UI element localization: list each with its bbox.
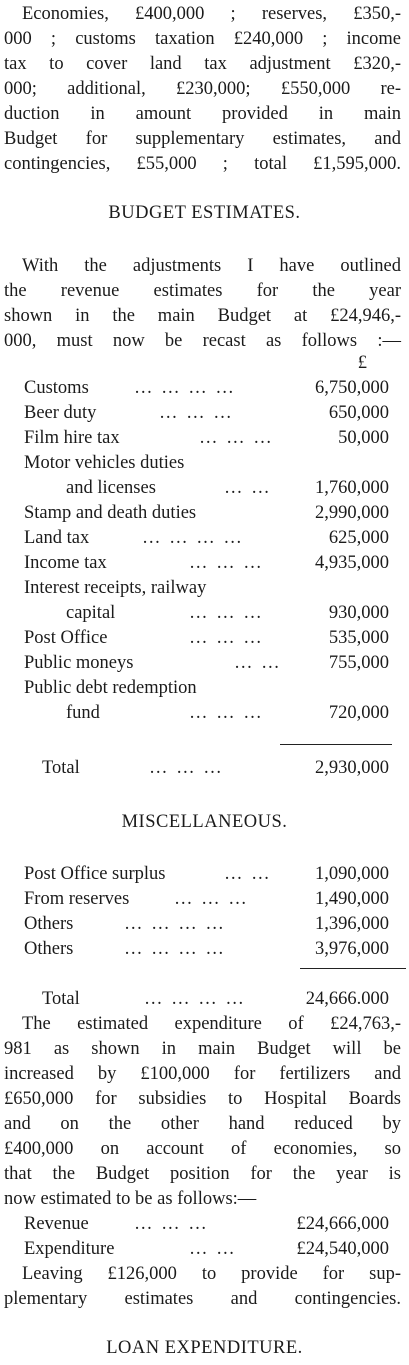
leader-dots: … … … xyxy=(159,403,234,423)
expenditure-paragraph-line: £650,000 for subsidies to Hospital Boards xyxy=(4,1089,401,1109)
row-label: Interest receipts, railway xyxy=(24,578,207,598)
row-label: capital xyxy=(66,603,116,623)
row-label: Motor vehicles duties xyxy=(24,453,185,473)
row-amount: 650,000 xyxy=(328,403,389,423)
total-amount: 2,930,000 xyxy=(315,758,389,778)
leader-dots: … … xyxy=(234,653,282,673)
row-amount: 1,760,000 xyxy=(315,478,389,498)
row-amount: 6,750,000 xyxy=(315,378,389,398)
leader-dots: … … xyxy=(224,864,272,884)
expenditure-paragraph-line: The estimated expenditure of £24,763,- xyxy=(22,1014,401,1034)
leader-dots: … … … xyxy=(134,1214,209,1234)
row-amount: 755,000 xyxy=(328,653,389,673)
leader-dots: … … … xyxy=(189,628,264,648)
row-amount: 3,976,000 xyxy=(315,939,389,959)
row-amount: 4,935,000 xyxy=(315,553,389,573)
row-label: Post Office surplus xyxy=(24,864,166,884)
intro-line: 000; additional, £230,000; £550,000 re- xyxy=(4,79,401,99)
leader-dots: … … … … xyxy=(142,528,244,548)
budget-paragraph-line: the revenue estimates for the year xyxy=(4,281,401,301)
total-rule xyxy=(300,968,406,969)
leader-dots: … … … xyxy=(199,428,274,448)
expenditure-paragraph-line: now estimated to be as follows:— xyxy=(4,1189,257,1209)
row-amount: 720,000 xyxy=(328,703,389,723)
expenditure-paragraph-line: increased by £100,000 for fertilizers and xyxy=(4,1064,401,1084)
row-label: Land tax xyxy=(24,528,90,548)
intro-line: duction in amount provided in main xyxy=(4,104,401,124)
row-amount: 535,000 xyxy=(328,628,389,648)
leader-dots: … … … … xyxy=(124,939,226,959)
row-label: Stamp and death duties xyxy=(24,503,197,523)
intro-line: Economies, £400,000 ; reserves, £350,- xyxy=(22,4,401,24)
currency-symbol: £ xyxy=(357,353,367,373)
leader-dots: … … … xyxy=(189,553,264,573)
total-rule xyxy=(280,744,392,745)
total-label: Total xyxy=(42,989,80,1009)
closing-line: Leaving £126,000 to provide for sup- xyxy=(22,1264,401,1284)
row-amount: 930,000 xyxy=(328,603,389,623)
section-heading-budget-estimates: BUDGET ESTIMATES. xyxy=(108,203,301,223)
intro-line: 000 ; customs taxation £240,000 ; income xyxy=(4,29,401,49)
leader-dots: … … … … xyxy=(134,378,236,398)
row-label: Customs xyxy=(24,378,89,398)
row-amount: 625,000 xyxy=(328,528,389,548)
row-label: Post Office xyxy=(24,628,108,648)
row-label: Income tax xyxy=(24,553,107,573)
closing-line: plementary estimates and contingencies. xyxy=(4,1289,401,1309)
row-label: fund xyxy=(66,703,100,723)
expenditure-paragraph-line: and on the other hand reduced by xyxy=(4,1114,401,1134)
intro-line: contingencies, £55,000 ; total £1,595,000. xyxy=(4,154,401,174)
row-amount: 2,990,000 xyxy=(315,503,389,523)
total-label: Total xyxy=(42,758,80,778)
row-amount: 1,090,000 xyxy=(315,864,389,884)
row-amount: 1,396,000 xyxy=(315,914,389,934)
row-label: Others xyxy=(24,914,74,934)
expenditure-paragraph-line: that the Budget position for the year is xyxy=(4,1164,401,1184)
expenditure-paragraph-line: £400,000 on account of economies, so xyxy=(4,1139,401,1159)
row-amount: 50,000 xyxy=(338,428,389,448)
row-label: Expenditure xyxy=(24,1239,115,1259)
row-amount: £24,540,000 xyxy=(296,1239,389,1259)
budget-paragraph-line: With the adjustments I have outlined xyxy=(22,256,401,276)
leader-dots: … … … xyxy=(189,703,264,723)
leader-dots: … … … … xyxy=(144,989,246,1009)
row-label: Revenue xyxy=(24,1214,89,1234)
row-label: Beer duty xyxy=(24,403,97,423)
total-amount: 24,666.000 xyxy=(305,989,389,1009)
row-amount: 1,490,000 xyxy=(315,889,389,909)
leader-dots: … … xyxy=(189,1239,237,1259)
section-heading-miscellaneous: MISCELLANEOUS. xyxy=(121,812,288,832)
row-label: From reserves xyxy=(24,889,130,909)
leader-dots: … … … xyxy=(149,758,224,778)
row-label: Public moneys xyxy=(24,653,134,673)
section-heading-loan-expenditure: LOAN EXPENDITURE. xyxy=(106,1338,303,1358)
leader-dots: … … … … xyxy=(124,914,226,934)
leader-dots: … … … xyxy=(174,889,249,909)
intro-line: tax to cover land tax adjustment £320,- xyxy=(4,54,401,74)
row-label: Public debt redemption xyxy=(24,678,197,698)
budget-paragraph-line: shown in the main Budget at £24,946,- xyxy=(4,306,401,326)
budget-paragraph-line: 000, must now be recast as follows :— xyxy=(4,331,401,351)
intro-line: Budget for supplementary estimates, and xyxy=(4,129,401,149)
row-amount: £24,666,000 xyxy=(296,1214,389,1234)
row-label: Others xyxy=(24,939,74,959)
expenditure-paragraph-line: 981 as shown in main Budget will be xyxy=(4,1039,401,1059)
leader-dots: … … … xyxy=(189,603,264,623)
row-label: and licenses xyxy=(66,478,156,498)
leader-dots: … … xyxy=(224,478,272,498)
row-label: Film hire tax xyxy=(24,428,120,448)
